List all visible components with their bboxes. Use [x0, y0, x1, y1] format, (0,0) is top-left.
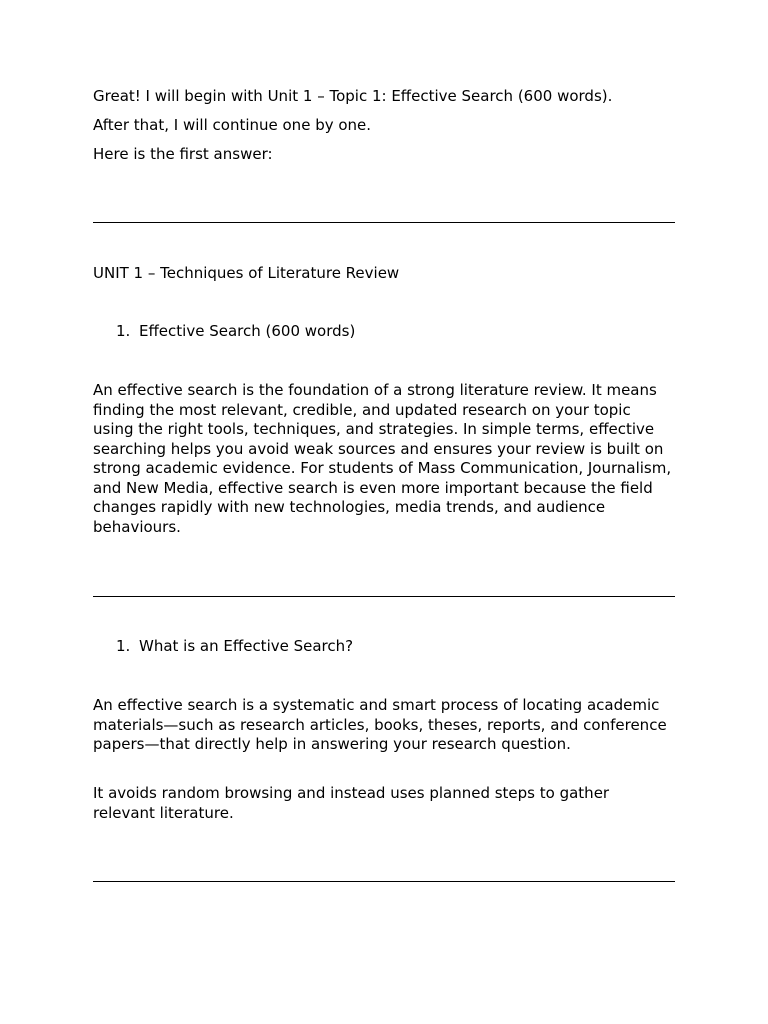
intro-line-1: Great! I will begin with Unit 1 – Topic 1: Effective Search (600 words).: [93, 87, 613, 105]
section-1-paragraph: An effective search is the foundation of a strong literature review. It means finding the most relevant, credible, and updated research on your topic using the right tools, techniques, and strategies. In simple terms, effective searching helps you avoid weak sources and ensures your review is built on strong academic evidence. For students of Mass Communication, Journalism, and New Media, effective search is even more important because the field changes rapidly with new technologies, media trends, and audience behaviours.: [93, 381, 672, 536]
horizontal-rule: [93, 881, 675, 882]
unit-heading: UNIT 1 – Techniques of Literature Review: [93, 264, 400, 282]
section-2-title: What is an Effective Search?: [139, 637, 354, 655]
section-2-paragraph-1: An effective search is a systematic and smart process of locating academic materials—such as research articles, books, theses, reports, and conference papers—that directly help in answering your research question.: [93, 696, 667, 753]
intro-line-2: After that, I will continue one by one.: [93, 116, 372, 134]
section-1-title: Effective Search (600 words): [139, 322, 356, 340]
section-2-heading: [116, 637, 353, 656]
section-2-paragraph-2: It avoids random browsing and instead uses planned steps to gather relevant literature.: [93, 784, 610, 822]
list-number: 1.: [116, 637, 131, 655]
horizontal-rule: [93, 222, 675, 223]
list-number: 1.: [116, 322, 131, 340]
intro-line-3: Here is the first answer:: [93, 145, 273, 163]
horizontal-rule: [93, 596, 675, 597]
section-1-heading: [116, 322, 355, 341]
